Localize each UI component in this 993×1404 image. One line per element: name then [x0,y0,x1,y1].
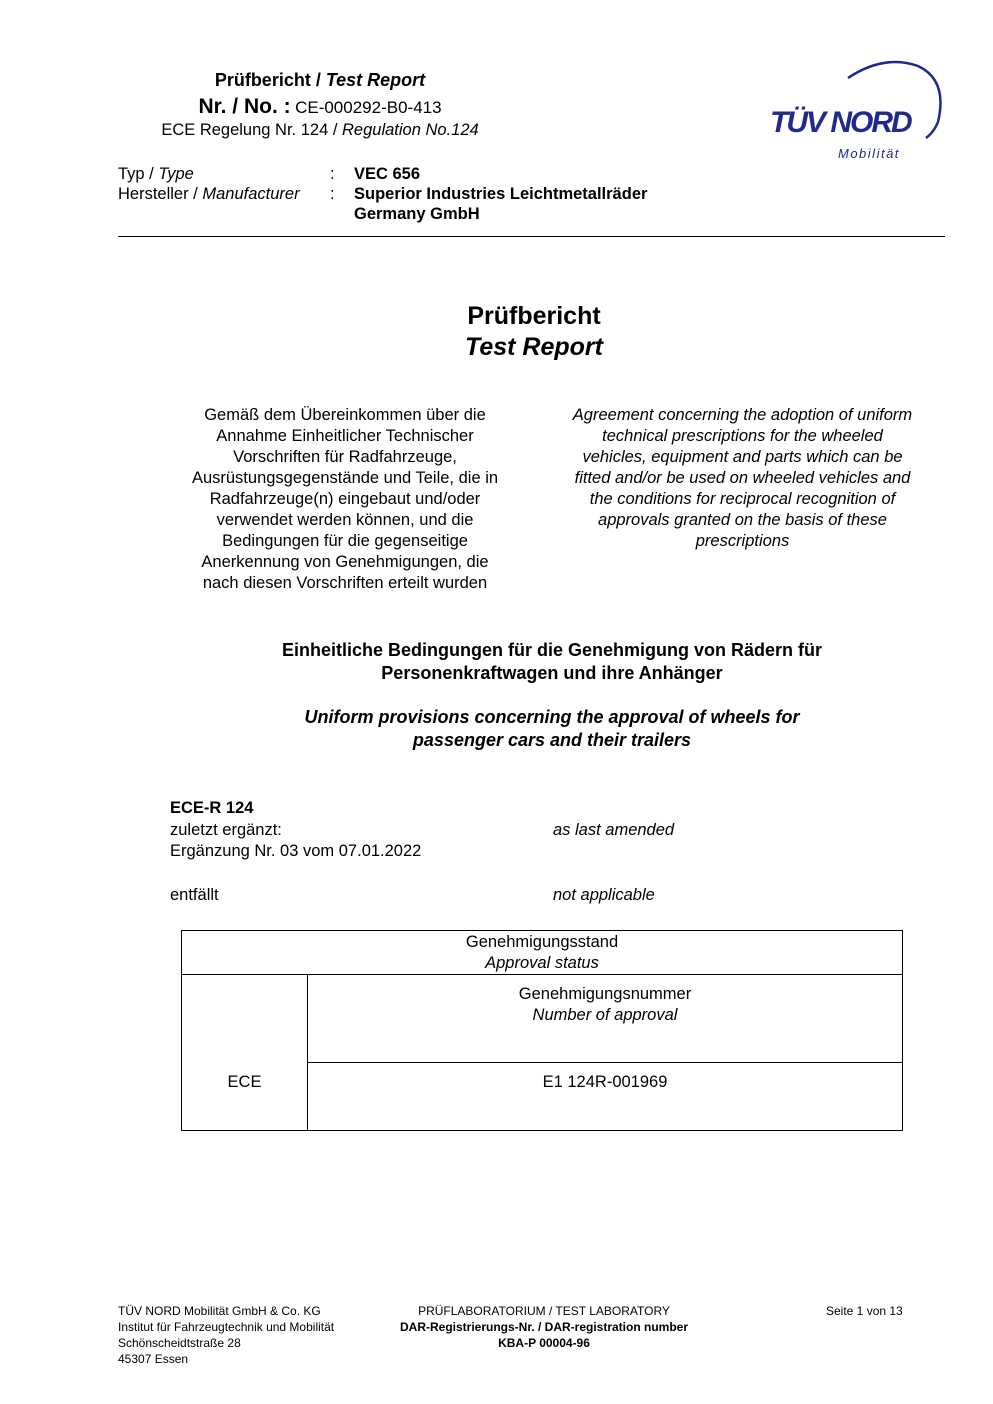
agreement-de-line: Anerkennung von Genehmigungen, die [201,553,489,571]
footer-company-line: 45307 Essen [118,1352,189,1366]
logo-sub: Mobilität [838,146,900,161]
approval-number-de: Genehmigungsnummer [518,985,692,1003]
report-number-value: CE-000292-B0-413 [295,98,442,117]
report-heading [0,70,640,91]
not-applicable-de: entfällt [170,886,219,904]
report-heading-en: Test Report [325,70,426,90]
approval-row-label: ECE [227,1073,262,1091]
manufacturer-row [118,185,647,204]
table-divider [307,1062,902,1063]
supplement: Ergänzung Nr. 03 vom 07.01.2022 [170,842,422,860]
provisions-de [160,639,944,685]
agreement-en-line: technical prescriptions for the wheeled [602,427,883,445]
type-row [118,165,420,184]
manufacturer-value-2: Germany GmbH [354,205,480,223]
approval-status-header [182,932,902,974]
approval-status-en: Approval status [485,954,599,972]
page-number: Seite 1 von 13 [826,1304,903,1318]
agreement-de-line: Ausrüstungsgegenstände und Teile, die in [191,469,499,487]
agreement-en-line: fitted and/or be used on wheeled vehicles and [574,469,911,487]
amended-en: as last amended [553,821,675,839]
regulation-name: ECE-R 124 [170,799,254,817]
report-heading-de: Prüfbericht / [214,70,326,90]
approval-number-header [308,984,902,1026]
title-en: Test Report [465,333,603,361]
provisions-de-line-1: Einheitliche Bedingungen für die Genehmigung von Rädern für [281,640,823,660]
type-colon: : [330,165,335,183]
footer-lab-line: DAR-Registrierungs-Nr. / DAR-registration number [399,1320,689,1334]
footer-company [118,1303,334,1367]
approval-status-de: Genehmigungsstand [465,933,619,951]
agreement-en-line: the conditions for reciprocal recognition of [589,490,896,508]
provisions-en-line-2: passenger cars and their trailers [412,730,692,750]
title-de: Prüfbericht [467,302,601,330]
manufacturer-value-1: Superior Industries Leichtmetallräder [354,185,648,203]
header-divider [118,236,945,237]
report-number [0,95,640,119]
tuv-nord-logo [766,58,948,168]
footer-lab-line: KBA-P 00004-96 [498,1336,590,1350]
footer-company-line: TÜV NORD Mobilität GmbH & Co. KG [118,1304,321,1318]
agreement-de-line: Radfahrzeuge(n) eingebaut und/oder [209,490,481,508]
manufacturer-row-2 [354,205,480,224]
regulation-de: ECE Regelung Nr. 124 / [161,121,342,139]
agreement-en-line: Agreement concerning the adoption of uniform [572,406,913,424]
agreement-de-line: Vorschriften für Radfahrzeuge, [233,448,457,466]
agreement-de-line: nach diesen Vorschriften erteilt wurden [202,574,488,592]
agreement-de-line: Gemäß dem Übereinkommen über die [204,406,486,424]
amended-de: zuletzt ergänzt: [170,821,282,839]
agreement-de [160,405,530,594]
table-divider [182,974,902,975]
agreement-en-line: prescriptions [695,532,790,550]
logo-brand: TÜV NORD [770,106,911,139]
manufacturer-colon: : [330,185,335,203]
approval-table [181,930,903,1131]
provisions-de-line-2: Personenkraftwagen und ihre Anhänger [381,663,723,683]
agreement-de-line: Annahme Einheitlicher Technischer [216,427,474,445]
report-number-label: Nr. / No. : [198,95,291,118]
agreement-de-line: verwendet werden können, und die [216,511,474,529]
approval-number-en: Number of approval [532,1006,678,1024]
regulation-line [0,121,640,140]
manufacturer-label: Hersteller / Manufacturer [118,185,300,203]
agreement-en-line: approvals granted on the basis of these [598,511,887,529]
agreement-en-line: vehicles, equipment and parts which can be [582,448,903,466]
provisions-en-line-1: Uniform provisions concerning the approval of wheels for [304,707,800,727]
footer-lab-line: PRÜFLABORATORIUM / TEST LABORATORY [418,1304,670,1318]
approval-row-value: E1 124R-001969 [542,1073,668,1091]
type-value: VEC 656 [354,165,421,183]
regulation-en: Regulation No.124 [342,121,479,139]
not-applicable-en: not applicable [553,886,655,904]
agreement-en [550,405,935,552]
type-label: Typ / Type [118,165,194,183]
provisions-en [160,706,944,752]
footer-company-line: Schönscheidtstraße 28 [118,1336,241,1350]
agreement-de-line: Bedingungen für die gegenseitige [222,532,468,550]
footer-company-line: Institut für Fahrzeugtechnik und Mobilität [118,1320,335,1334]
footer-laboratory [374,1303,714,1351]
